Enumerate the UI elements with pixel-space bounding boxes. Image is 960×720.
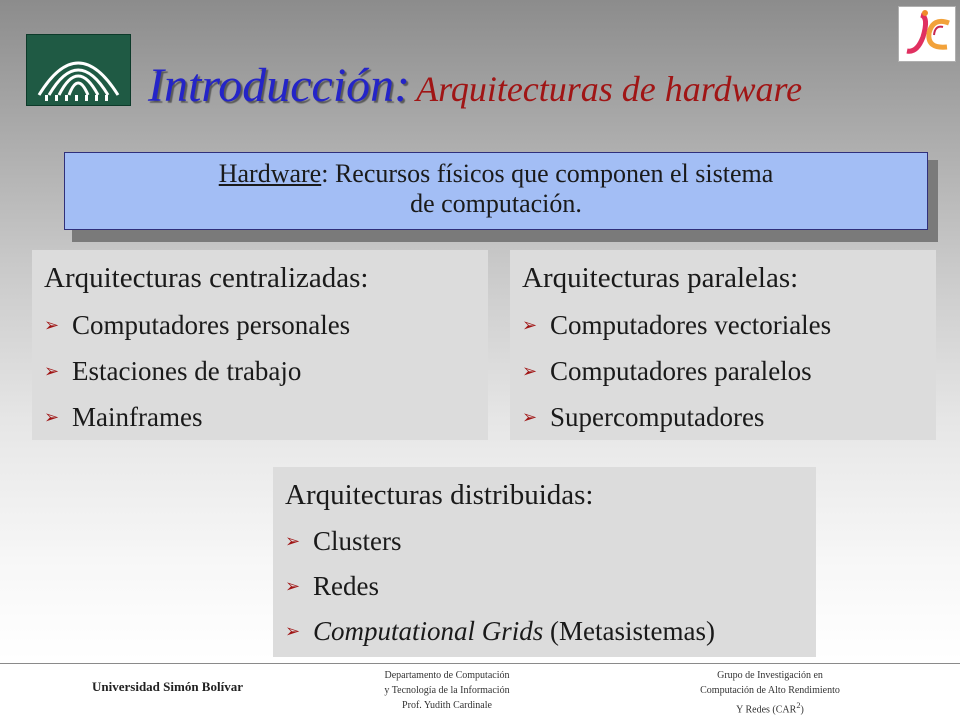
definition-line-2: de computación. — [410, 189, 582, 218]
footer-superscript: 2 — [796, 701, 801, 710]
parallel-panel — [510, 250, 936, 440]
footer-line: Computación de Alto Rendimiento — [700, 685, 840, 696]
arrow-bullet-icon: ➢ — [285, 576, 301, 596]
arrow-bullet-icon: ➢ — [522, 361, 538, 381]
centralized-list — [44, 310, 488, 432]
list-item-label: Estaciones de trabajo — [72, 356, 302, 386]
arrow-bullet-icon: ➢ — [522, 407, 538, 427]
definition-line-1 — [65, 159, 927, 189]
parallel-list — [522, 310, 936, 432]
footer-line — [680, 698, 860, 717]
list-item — [522, 402, 936, 432]
list-item-label: Mainframes — [72, 402, 203, 432]
centralized-title: Arquitecturas centralizadas: — [44, 262, 369, 294]
arrow-bullet-icon: ➢ — [522, 315, 538, 335]
parallel-title: Arquitecturas paralelas: — [522, 262, 799, 294]
list-item — [285, 526, 816, 556]
building-icon — [27, 35, 130, 105]
footer-line: Departamento de Computación — [384, 670, 510, 681]
list-item-label: Redes — [313, 571, 379, 601]
footer-divider — [0, 663, 960, 664]
arrow-bullet-icon: ➢ — [44, 361, 60, 381]
list-item — [522, 356, 936, 386]
university-logo — [26, 34, 131, 106]
definition-text: : Recursos físicos que componen el sistema — [321, 159, 774, 188]
list-item-label: Computadores personales — [72, 310, 351, 340]
definition-term: Hardware — [218, 159, 322, 188]
arrow-bullet-icon: ➢ — [44, 407, 60, 427]
page-title — [148, 58, 802, 113]
arrow-bullet-icon: ➢ — [285, 621, 301, 641]
definition-box — [64, 152, 928, 230]
title-main: Introducción: — [148, 59, 411, 112]
list-item-label: Computadores paralelos — [550, 356, 812, 386]
list-item — [522, 310, 936, 340]
title-subtitle: Arquitecturas de hardware — [416, 69, 803, 109]
distributed-panel — [273, 467, 816, 657]
list-item — [285, 571, 816, 601]
centralized-panel — [32, 250, 488, 440]
footer-university: Universidad Simón Bolívar — [92, 679, 243, 694]
jc-logo — [898, 6, 956, 62]
footer-line: y Tecnología de la Información — [384, 685, 510, 696]
list-item — [285, 616, 816, 646]
jc-logo-icon — [899, 7, 955, 61]
footer-line: Prof. Yudith Cardinale — [402, 700, 492, 711]
footer-department — [357, 668, 537, 713]
footer-line-text: Y Redes (CAR — [736, 704, 797, 716]
footer-research-group — [680, 668, 860, 717]
distributed-title: Arquitecturas distribuidas: — [285, 479, 594, 511]
footer-line-text: ) — [800, 704, 804, 716]
arrow-bullet-icon: ➢ — [285, 531, 301, 551]
list-item-label-rest: (Metasistemas) — [543, 616, 715, 646]
list-item — [44, 402, 488, 432]
list-item — [44, 310, 488, 340]
list-item — [44, 356, 488, 386]
list-item-label: Clusters — [313, 526, 402, 556]
list-item-label-italic: Computational Grids — [313, 616, 544, 646]
arrow-bullet-icon: ➢ — [44, 315, 60, 335]
list-item-label: Supercomputadores — [550, 402, 765, 432]
footer-line: Grupo de Investigación en — [717, 670, 823, 681]
list-item-label: Computadores vectoriales — [550, 310, 832, 340]
distributed-list — [285, 526, 816, 646]
